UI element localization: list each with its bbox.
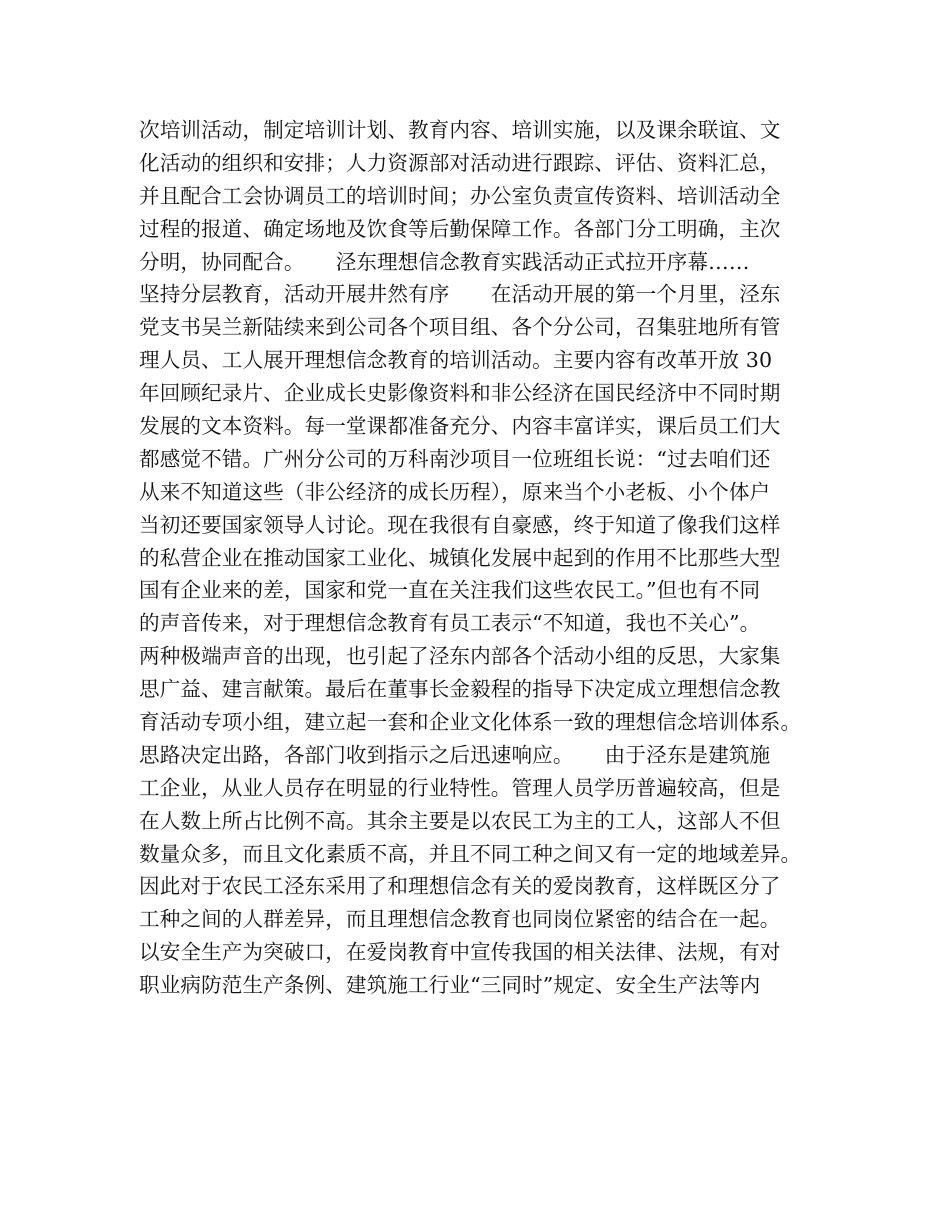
text-line: 以安全生产为突破口，在爱岗教育中宣传我国的相关法律、法规，有对: [139, 940, 781, 965]
text-line: 坚持分层教育，活动开展井然有序 在活动开展的第一个月里，泾东: [139, 282, 781, 307]
text-line: 两种极端声音的出现，也引起了泾东内部各个活动小组的反思，大家集: [139, 644, 781, 669]
text-line: 思路决定出路，各部门收到指示之后迅速响应。 由于泾东是建筑施: [139, 742, 771, 767]
text-line: 从来不知道这些（非公经济的成长历程），原来当个小老板、小个体户: [139, 479, 771, 504]
text-line: 的声音传来，对于理想信念教育有员工表示“不知道，我也不关心”。: [139, 611, 761, 636]
text-line: 党支书吴兰新陆续来到公司各个项目组、各个分公司，召集驻地所有管: [139, 315, 781, 340]
text-line: 分明，协同配合。 泾东理想信念教育实践活动正式拉开序幕……: [139, 249, 750, 274]
text-line: 发展的文本资料。每一堂课都准备充分、内容丰富详实，课后员工们大: [139, 414, 781, 439]
text-line: 的私营企业在推动国家工业化、城镇化发展中起到的作用不比那些大型: [139, 545, 781, 570]
text-line: 在人数上所占比例不高。其余主要是以农民工为主的工人，这部人不但: [139, 808, 781, 833]
text-line: 过程的报道、确定场地及饮食等后勤保障工作。各部门分工明确，主次: [139, 216, 781, 241]
text-line: 工企业，从业人员存在明显的行业特性。管理人员学历普遍较高，但是: [139, 775, 781, 800]
text-line: 国有企业来的差，国家和党一直在关注我们这些农民工。”但也有不同: [139, 578, 761, 603]
text-line: 因此对于农民工泾东采用了和理想信念有关的爱岗教育，这样既区分了: [139, 874, 781, 899]
text-line: 职业病防范生产条例、建筑施工行业“三同时”规定、安全生产法等内: [139, 973, 761, 998]
text-line: 年回顾纪录片、企业成长史影像资料和非公经济在国民经济中不同时期: [139, 381, 781, 406]
text-line: 育活动专项小组，建立起一套和企业文化体系一致的理想信念培训体系。: [139, 710, 802, 735]
text-line: 工种之间的人群差异，而且理想信念教育也同岗位紧密的结合在一起。: [139, 907, 781, 932]
text-line: 化活动的组织和安排；人力资源部对活动进行跟踪、评估、资料汇总，: [139, 150, 781, 175]
text-line: 次培训活动，制定培训计划、教育内容、培训实施，以及课余联谊、文: [139, 118, 781, 142]
text-line: 都感觉不错。广州分公司的万科南沙项目一位班组长说：“过去咱们还: [139, 446, 771, 471]
text-line: 数量众多，而且文化素质不高，并且不同工种之间又有一定的地域差异。: [139, 841, 802, 866]
text-line: 当初还要国家领导人讨论。现在我很有自豪感，终于知道了像我们这样: [139, 512, 781, 537]
text-line: 并且配合工会协调员工的培训时间；办公室负责宣传资料、培训活动全: [139, 183, 781, 208]
text-line: 理人员、工人展开理想信念教育的培训活动。主要内容有改革开放 30: [139, 348, 773, 373]
text-line: 思广益、建言献策。最后在董事长金毅程的指导下决定成立理想信念教: [139, 677, 781, 702]
body-text: [139, 114, 829, 1002]
